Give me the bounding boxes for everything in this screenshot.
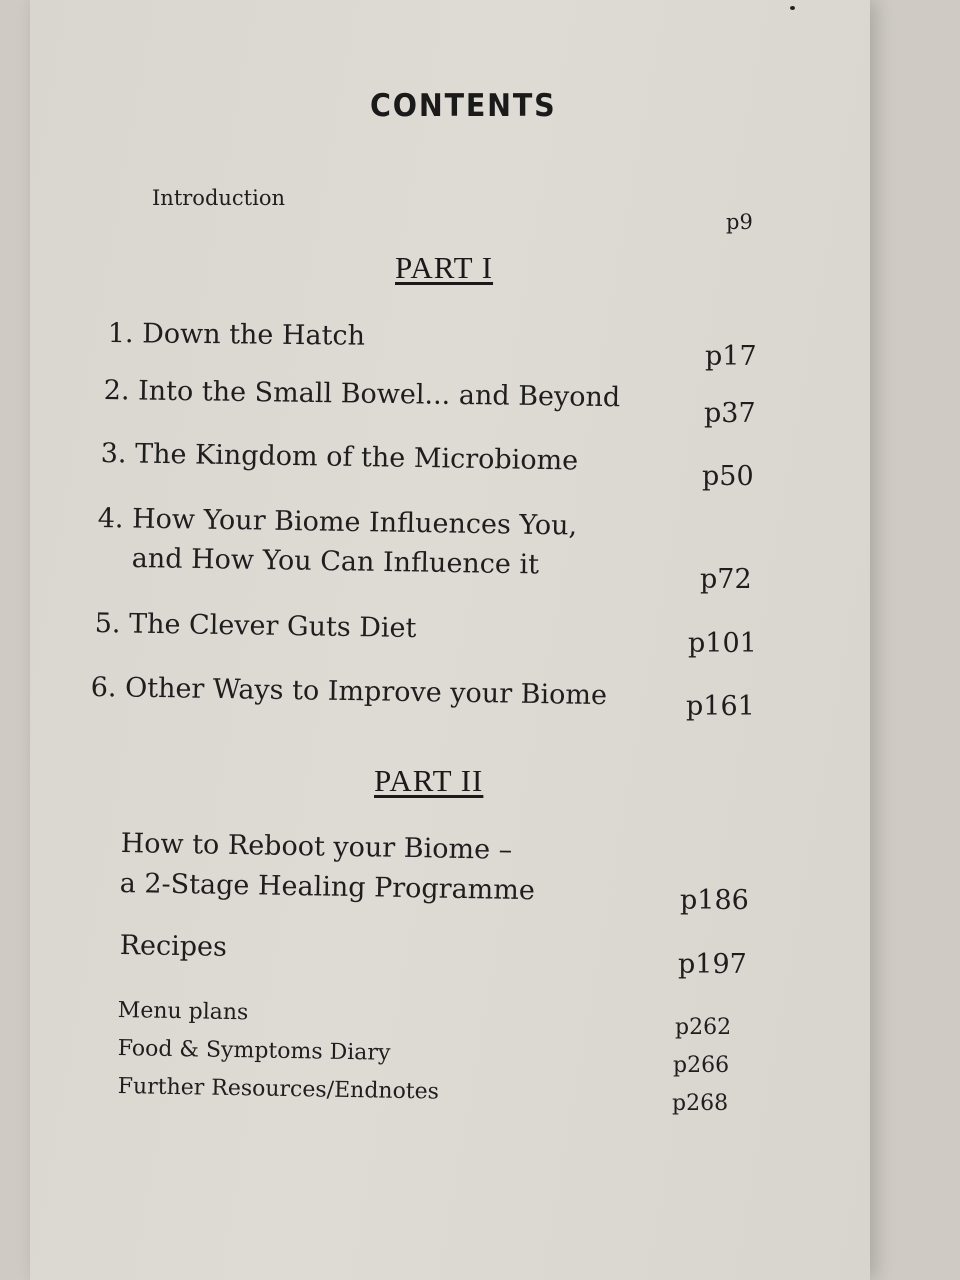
toc-page-chapter-6: p161 — [686, 691, 755, 722]
toc-entry-menu-plans: Menu plans — [117, 998, 249, 1026]
toc-entry-chapter-2: 2. Into the Small Bowel... and Beyond — [103, 375, 621, 414]
toc-page-chapter-5: p101 — [688, 628, 757, 659]
part-one-heading: PART I — [395, 250, 494, 285]
toc-entry-reboot-line-1: How to Reboot your Biome – — [120, 828, 513, 866]
contents-heading: CONTENTS — [370, 88, 557, 124]
ink-speck — [790, 6, 795, 10]
toc-entry-reboot-line-2: a 2-Stage Healing Programme — [119, 868, 536, 907]
toc-page-chapter-2: p37 — [704, 398, 756, 429]
toc-page-further-resources: p268 — [672, 1091, 729, 1116]
toc-entry-further-resources: Further Resources/Endnotes — [117, 1074, 440, 1105]
toc-entry-recipes: Recipes — [119, 930, 228, 963]
toc-page-reboot: p186 — [680, 885, 749, 916]
toc-entry-chapter-5: 5. The Clever Guts Diet — [94, 608, 417, 645]
toc-page-chapter-1: p17 — [705, 341, 757, 372]
toc-entry-chapter-3: 3. The Kingdom of the Microbiome — [100, 438, 579, 477]
toc-page-chapter-3: p50 — [702, 461, 754, 492]
toc-entry-chapter-1: 1. Down the Hatch — [107, 318, 366, 352]
book-page — [30, 0, 870, 1280]
toc-entry-introduction: Introduction — [152, 186, 285, 210]
toc-page-chapter-4: p72 — [700, 564, 752, 595]
toc-page-introduction: p9 — [726, 210, 753, 234]
toc-page-food-diary: p266 — [673, 1053, 730, 1078]
toc-page-menu-plans: p262 — [675, 1015, 732, 1040]
toc-entry-chapter-4-line-2: and How You Can Influence it — [131, 543, 540, 581]
toc-entry-chapter-4-line-1: 4. How Your Biome Influences You, — [97, 503, 578, 542]
toc-entry-food-diary: Food & Symptoms Diary — [117, 1036, 391, 1066]
toc-entry-chapter-6: 6. Other Ways to Improve your Biome — [90, 672, 608, 712]
toc-page-recipes: p197 — [678, 949, 747, 980]
part-two-heading: PART II — [374, 763, 484, 798]
